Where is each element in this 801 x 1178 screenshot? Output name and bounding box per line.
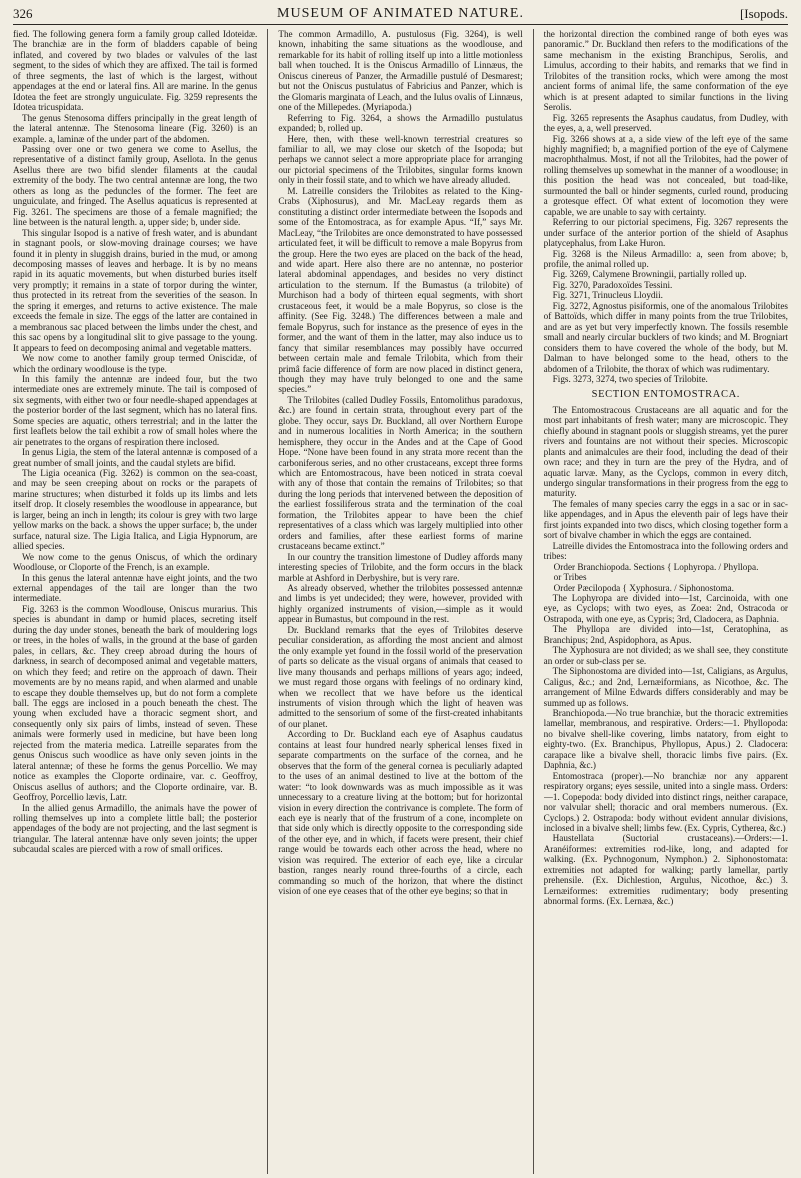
paragraph: M. Latreille considers the Trilobites as related to the King-Crabs (Xiphosurus), and Mr. MacLeay regards them as constituting a distinct order intermediate between the Isopods and some of the Entomostraca, as for example Apus. “If,” says Mr. MacLeay, “the Trilobites are once demonstrated to have possessed articulated feet, it will be difficult to remove a male Bopyrus from the group. Here the two eyes are placed on the back of the head, and wide apart. Here also there are no antennæ, no posterior lateral abdominal appendages, and besides no very distinct articulation to the sternum. If the Bumastus (a trilobite) of Murchison had a body of thirteen equal segments, with short crustaceous feet, it would be a male Bopyrus, so close is the affinity. (See Fig. 3248.) The differences between a male and female Bopyrus, such for instance as the presence of eyes in the former, and the want of them in the latter, may also induce us to fancy that similar resemblances may possibly have occurred between certain male and female Trilobita, which from their primâ facie difference of form are now placed in distinct genera, though they may have truly belonged to one and the same species.” <box>278 185 523 395</box>
column-middle <box>278 29 522 1174</box>
paragraph: Dr. Buckland remarks that the eyes of Trilobites deserve peculiar consideration, as affording the most ancient and almost the only example yet found in the fossil world of the preservation of parts so delicate as the visual organs of animals that ceased to live many thousands and perhaps millions of years ago; indeed, we must regard those organs with feelings of no ordinary kind, when we recollect that we have before us the identical instruments of vision through which the light of heaven was admitted to the sensorium of some of the first-created inhabitants of our planet. <box>278 624 523 729</box>
paragraph: The Xyphosura are not divided; as we shall see, they constitute an order or sub-class per se. <box>543 645 788 666</box>
paragraph: In this family the antennæ are indeed four, but the two intermediate ones are extremely minute. The tail is composed of six segments, with either two or four needle-shaped appendages at the posterior border of the last segment, which has no lateral fins. Some species are aquatic, others terrestrial; and in the latter the first leaflets below the tail exhibit a row of small holes where the air penetrates to the organs of respiration there inclosed. <box>13 373 258 447</box>
paragraph: In genus Ligia, the stem of the lateral antennæ is composed of a great number of small joints, and the caudal stylets are bifid. <box>13 447 258 468</box>
paragraph: Branchiopoda.—No true branchiæ, but the thoracic extremities lamellar, membranous, and respirative. Orders:—1. Phyllopoda: no bivalve shell-like covering, limbs natatory, from eight to eighty-two. (Ex. Branchipus, Phyllopus, Apus.) 2. Cladocera: carapace like a bivalve shell, thoracic limbs five pairs. (Ex. Daphnia, &c.) <box>543 708 788 771</box>
page-number: 326 <box>13 6 33 21</box>
paragraph: We now come to the genus Oniscus, of which the ordinary Woodlouse, or Cloporte of the French, is an example. <box>13 551 258 573</box>
paragraph: the horizontal direction the combined range of both eyes was panoramic.” Dr. Buckland then refers to the modifications of the same mechanism in the existing Branchipus, Serolis, and Limulus, according to their habits, and remarks that we find in Trilobites of the transition rocks, which were among the most ancient forms of animal life, the same conformation of the eye which is at present adapted to similar functions in the living Serolis. <box>543 29 788 113</box>
paragraph: Referring to Fig. 3264, a shows the Armadillo pustulatus expanded; b, rolled up. <box>278 112 523 134</box>
paragraph: Order Branchiopoda. Sections { Lophyropa. / Phyllopa. <box>553 561 759 572</box>
paragraph: The common Armadillo, A. pustulosus (Fig. 3264), is well known, inhabiting the same situations as the woodlouse, and remarkable for its habit of rolling itself up into a little motionless ball when touched. It is the Oniscus Armadillo of Linnæus, the Oniscus cinereus of Panzer, the Armadille pustulé of Desmarest; but not the Oniscus pustulatus of Fabricius and Panzer, which is the Glomaris marginata of Leach, and the Iulus ovalis of Linnæus, one of the Millepedes. (Myriapoda.) <box>278 29 523 113</box>
text-columns <box>13 29 788 1174</box>
paragraph: Fig. 3265 represents the Asaphus caudatus, from Dudley, with the eyes, a, a, well preserved. <box>543 112 788 134</box>
paragraph: Fig. 3271, Trinucleus Lloydii. <box>552 290 663 301</box>
paragraph: Entomostraca (proper).—No branchiæ nor any apparent respiratory organs; eyes sessile, united into a single mass. Orders:—1. Copepoda: body divided into distinct rings, neither carapace, nor valvular shell; thoracic and oral members numerous. (Ex. Cyclops.) 2. Ostrapoda: body without evident annular divisions, inclosed in a bivalve shell; limbs few. (Ex. Cypris, Cytherea, &c.) <box>543 770 788 833</box>
paragraph: The Entomostracous Crustaceans are all aquatic and for the most part inhabitants of fresh water; many are microscopic. They chiefly abound in stagnant pools or sluggish streams, yet the purer rivers and fountains are not without their species. Microscopic plants and animalcules are their food, including the dead of their own race; and they in turn are the prey of the Hydra, and of aquatic larvæ. Many, as the Cyclops, common in every ditch, undergo singular transformations in their progress from the egg to maturity. <box>543 404 788 499</box>
orders-table <box>544 562 788 593</box>
paragraph: According to Dr. Buckland each eye of Asaphus caudatus contains at least four hundred nearly spherical lenses fixed in separate compartments on the surface of the cornea, and he observes that the form of the general cornea is peculiarly adapted to the uses of an animal destined to live at the bottom of the water: “to look downwards was as much impossible as it was unnecessary to a creature living at the bottom; but for horizontal vision in every direction the contrivance is complete. The form of each eye is nearly that of the frustrum of a cone, incomplete on that side only which is directly opposite to the corresponding side of the other eye, and in which, if facets were present, their chief range would be towards each other across the head, where no vision was required. The exterior of each eye, like a circular bastion, ranges nearly round three-fourths of a circle, each commanding so much of the horizon, that where the distinct vision of one eye ceases that of the other eye begins; so that in <box>278 729 523 897</box>
paragraph: The genus Stenosoma differs principally in the great length of the lateral antennæ. The Stenosoma lineare (Fig. 3260) is an example. a, laminæ of the under part of the abdomen. <box>13 112 258 144</box>
paragraph: The Ligia oceanica (Fig. 3262) is common on the sea-coast, and may be seen creeping about on rocks or the parapets of marine structures; when disturbed it folds up its limbs and lets itself drop. It closely resembles the woodlouse in appearance, but is larger, being an inch in length; its colour is grey with two large yellow marks on the back. a shows the upper surface; b, the under surface, natural size. The Ligia Italica, and Ligia Hypnorum, are allied species. <box>13 468 258 552</box>
paragraph: In this genus the lateral antennæ have eight joints, and the two external appendages of the tail are longer than the two intermediate. <box>13 572 258 604</box>
paragraph: or Tribes <box>553 572 587 583</box>
paragraph: Latreille divides the Entomostraca into the following orders and tribes: <box>543 540 788 562</box>
paragraph: Here, then, with these well-known terrestrial creatures so familiar to all, we may close our sketch of the Isopoda; but perhaps we cannot select a more appropriate place for arranging our pictorial specimens of the Trilobites, singular forms known only in their fossil state, and to which we have already alluded. <box>278 133 523 186</box>
paragraph: Fig. 3266 shows at a, a side view of the left eye of the same highly magnified; b, a magnified portion of the eye of Calymene macrophthalmus. Most, if not all the Trilobites, had the power of rolling themselves up somewhat in the manner of a woodlouse; in this position the head was not concealed, but toad-like, surmounted the ball or hinder segments, curled round, producing a grotesque effect. Of what extent of locomotion they were capable, we are unable to say with certainty. <box>543 133 788 217</box>
running-header <box>13 4 788 25</box>
paragraph: Fig. 3269, Calymene Browningii, partially rolled up. <box>552 269 747 280</box>
paragraph: This singular Isopod is a native of fresh water, and is abundant in stagnant pools, or slow-moving drainage courses; we have found it in plenty in sluggish drains, buried in the mud, or among decomposing masses of leaves and herbage. It is by no means rapid in its aquatic movements, but when disturbed buries itself very promptly; it remains in a state of torpor during the winter, thus protected in its retreat from the severities of the season. In the spring it emerges, and returns to active existence. The male exceeds the female in size. The eggs of the latter are contained in a membranous sac placed between the limbs under the chest, and this sac opens by a longitudinal slit to give passage to the young. It appears to feed on decomposing animal and vegetable matters. <box>13 227 258 353</box>
paragraph: Referring to our pictorial specimens, Fig. 3267 represents the under surface of the anterior portion of the shield of Asaphus platycephalus, from Lake Huron. <box>543 217 788 249</box>
column-left <box>13 29 257 1174</box>
paragraph: In the allied genus Armadillo, the animals have the power of rolling themselves up into a complete little ball; the posterior appendages of the body are not projecting, and the last segment is triangular. The lateral antennæ have only seven joints; the upper subcaudal scales are pierced with a row of small orifices. <box>13 802 258 855</box>
paragraph: Haustellata (Suctorial crustaceans).—Orders:—1. Aranéiformes: extremities rod-like, long, and adapted for walking. (Ex. Pychnogonum, Nymphon.) 2. Siphonostomata: extremities not adapted for walking; partly lamellar, partly prehensile. (Ex. Dichlestion, Argulus, Nicothoe, &c.) 3. Lernæiformes: extremities rudimentary; body presenting abnormal forms. (Ex. Lernæa, &c.) <box>543 833 788 907</box>
paragraph: fied. The following genera form a family group called Idoteidæ. The branchiæ are in the form of bladders capable of being inflated, and covered by two blades or valvules of the last segment, to the sides of which they are affixed. The tail is formed of three segments, the last of which is the largest, without appendages at the end or lateral fins. All are marine. In the genus Idotea the feet are strongly unguiculate. Fig. 3259 represents the Idotea tricuspidata. <box>13 29 258 113</box>
paragraph: We now come to another family group termed Oniscidæ, of which the ordinary woodlouse is the type. <box>13 353 258 374</box>
section-label: [Isopods. <box>739 6 788 21</box>
paragraph: Fig. 3263 is the common Woodlouse, Oniscus murarius. This species is abundant in damp or humid places, secreting itself during the day under stones, beneath the bark of mouldering logs or trees, in the holes of walls, in the ground at the base of garden pales, in cellars, &c. They creep abroad during the hours of darkness, in search of decomposed animal and vegetable matters, on which they feed; and retire on the approach of dawn. Their movements are by no means rapid, and when alarmed and unable to escape they double themselves up, but do not form a complete ball. The eggs are inclosed in a pouch beneath the chest. The young when excluded have a thoracic segment short, and consequently only six pairs of limbs, instead of seven. These animals were formerly used in medicine, but have been long rejected from the materia medica. Latreille separates from the genus Oniscus such woodlice as have only seven joints in the lateral antennæ; of these he forms the genus Porcellio. We may notice as examples the Cloporte ordinaire, var. c. Geoffroy, Oniscus asellus of authors; and the Cloporte ordinaire, var. B. Geoffroy, Porcellio lævis, Latr. <box>13 603 258 803</box>
paragraph: As already observed, whether the trilobites possessed antennæ and limbs is yet undecided; they were, however, provided with highly organized instruments of vision,—simple as it would appear in Bumastus, but compound in the rest. <box>278 583 523 625</box>
paragraph: The Siphonostoma are divided into—1st, Caligians, as Argulus, Caligus, &c.; and 2nd, Lernæiformians, as Nicothoe, &c. The arrangement of Milne Edwards differs considerably and may be summed up as follows. <box>543 666 788 708</box>
paragraph: The Trilobites (called Dudley Fossils, Entomolithus paradoxus, &c.) are found in certain strata, throughout every part of the globe. They occur, says Dr. Buckland, all over Northern Europe and in numerous localities in North America; in the southern hemisphere, they occur in the Andes and at the Cape of Good Hope. “None have been found in any strata more recent than the carboniferous series, and no other crustaceans, except three forms which are Entomostracous, have been noticed in strata coeval with any of those that contain the remains of Trilobites; so that during the long periods that intervened between the deposition of the earliest fossiliferous strata and the termination of the coal formation, the Trilobites appear to have been the chief representatives of a class which was largely multiplied into other orders and families, after these earliest forms of marine crustaceans became extinct.” <box>278 394 523 552</box>
column-divider <box>533 29 534 1174</box>
paragraph: Figs. 3273, 3274, two species of Trilobite. <box>552 373 708 384</box>
paragraph: Passing over one or two genera we come to Asellus, the representative of a distinct family group, Asellota. In the genus Asellus there are two bifid slender filaments at the caudal extremity of the body. The two central antennæ are long, the two others as long as the peduncles of the former. The feet are unguiculate, and fringed. The Asellus aquaticus is represented at Fig. 3261. The specimens are those of a female magnified; the line between is the natural length. a, upper side; b, under side. <box>13 143 258 228</box>
paragraph: Fig. 3268 is the Nileus Armadillo: a, seen from above; b, profile, the animal rolled up. <box>543 248 788 269</box>
paragraph: The females of many species carry the eggs in a sac or in sac-like appendages, and in Apus the eleventh pair of legs have their first joints expanded into two discs, which closing together form a sort of bivalve chamber in which the eggs are contained. <box>543 498 788 541</box>
paragraph: In our country the transition limestone of Dudley affords many interesting species of Trilobite, and the form occurs in the black marble at Ashford in Derbyshire, but is very rare. <box>278 551 523 583</box>
paragraph: Fig. 3270, Paradoxoïdes Tessini. <box>552 279 673 290</box>
paragraph: Order Pæcilopoda { Xyphosura. / Siphonostoma. <box>553 582 734 593</box>
paragraph: Fig. 3272, Agnostus pisiformis, one of the anomalous Trilobites of Battoïds, which differ in many points from the true Trilobites, and are as yet but very imperfectly known. The fossils resemble small and nearly circular bucklers of two kinds; and M. Brogniart considers them to have covered the whole of the body, but M. Dalman to have belonged some to the head, others to the abdomen of a Trilobite, the thorax of which was rudimentary. <box>543 300 788 374</box>
running-title: MUSEUM OF ANIMATED NATURE. <box>277 6 524 21</box>
section-heading: SECTION ENTOMOSTRACA. <box>591 389 740 401</box>
paragraph: The Lophyropa are divided into—1st, Carcinoida, with one eye, as Cyclops; with two eyes, as Zoea: 2nd, Ostracoda or Ostrapoda, with one eye, as Cypris; 3rd, Cladocera, as Daphnia. <box>543 593 788 624</box>
column-right <box>544 29 788 1174</box>
paragraph: The Phyllopa are divided into—1st, Ceratophina, as Branchipus; 2nd, Aspidophora, as Apus. <box>543 624 788 645</box>
column-divider <box>267 29 268 1174</box>
